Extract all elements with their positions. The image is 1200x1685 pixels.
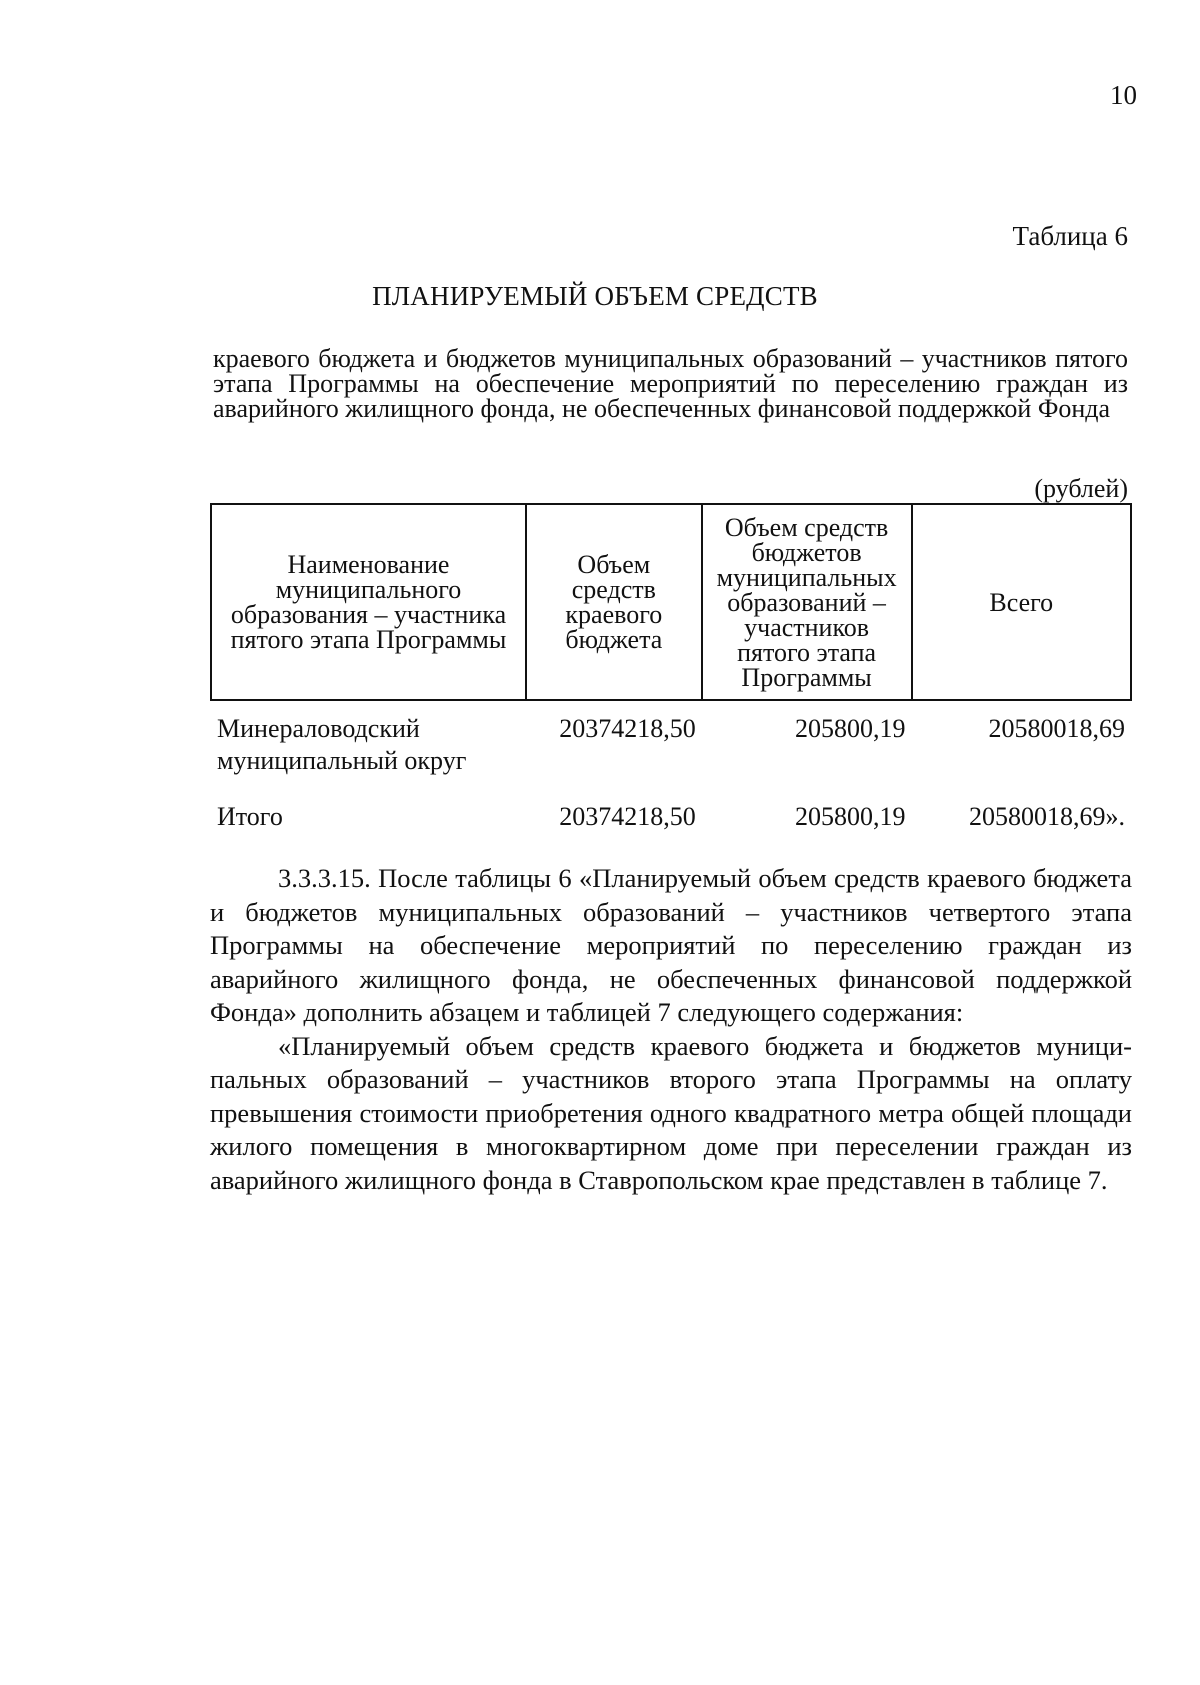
body-text bbox=[210, 862, 1132, 1197]
table-header-row bbox=[211, 504, 1131, 700]
table-label: Таблица 6 bbox=[1012, 221, 1128, 251]
paragraph: 3.3.3.15. После таблицы 6 «Планируемый объем средств краевого бюджета и бюджетов муниципальных образований – участников четвертого этапа Программы на обеспечение мероприятий по переселению граждан из аварийного жилищного фонда, не обеспеченных финансовой поддержкой Фонда» дополнить абзацем и таблицей 7 следующего содержания: bbox=[210, 863, 1132, 1027]
cell-municipal: 205800,19 bbox=[795, 802, 906, 831]
header-total: Всего bbox=[912, 504, 1131, 700]
cell-total: 20580018,69». bbox=[969, 802, 1125, 831]
header-regional-budget: Объем средств краевого бюджета bbox=[526, 504, 702, 700]
table-row-total bbox=[211, 791, 1131, 833]
cell-municipal: 205800,19 bbox=[795, 714, 906, 743]
unit-label: (рублей) bbox=[1034, 474, 1128, 503]
header-municipality: Наименование муниципального образования – участника пятого этапа Программы bbox=[211, 504, 526, 700]
table-row bbox=[211, 700, 1131, 791]
cell-municipality: Минераловодский муниципальный округ bbox=[217, 714, 467, 775]
header-municipal-budgets: Объем средств бюджетов муниципальных образований – участников пятого этапа Программы bbox=[702, 504, 912, 700]
cell-municipality: Итого bbox=[217, 802, 283, 831]
cell-regional: 20374218,50 bbox=[559, 802, 696, 831]
page-number: 10 bbox=[1110, 80, 1137, 110]
document-subtitle: краевого бюджета и бюджетов муниципальных образований – участников пятого этапа Программы на обеспечение мероприятий по переселению граждан из аварийного жилищного фонда, не обеспеченных финансовой поддержкой Фонда bbox=[213, 344, 1128, 423]
funds-table bbox=[210, 503, 1132, 833]
cell-regional: 20374218,50 bbox=[559, 714, 696, 743]
paragraph: «Планируемый объем средств краевого бюджета и бюджетов муниципальных образований – участников второго этапа Программы на оплату превышения стоимости приобретения одного квадратного метра общей площади жилого помещения в многоквартирном доме при переселении граждан из аварийного жилищного фонда в Ставропольском крае представлен в таблице 7. bbox=[210, 1030, 1132, 1195]
document-title: ПЛАНИРУЕМЫЙ ОБЪЕМ СРЕДСТВ bbox=[372, 281, 818, 311]
cell-total: 20580018,69 bbox=[988, 714, 1125, 743]
